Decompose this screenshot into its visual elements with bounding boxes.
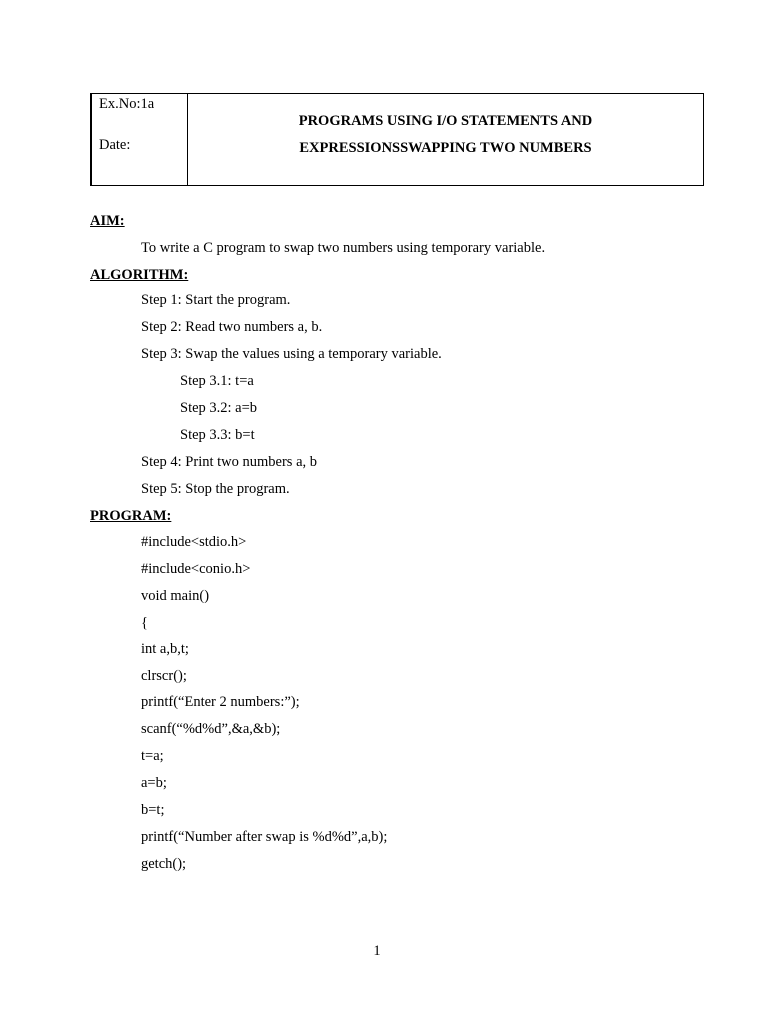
algorithm-step: Step 5: Stop the program.: [141, 481, 290, 497]
code-line: getch();: [141, 856, 187, 872]
aim-heading: AIM:: [90, 213, 125, 229]
algorithm-step: Step 1: Start the program.: [141, 292, 291, 308]
algorithm-step: Step 2: Read two numbers a, b.: [141, 319, 323, 335]
code-line: int a,b,t;: [141, 641, 189, 657]
code-line: a=b;: [141, 775, 167, 791]
code-line: void main(): [141, 588, 210, 604]
algorithm-substep: Step 3.3: b=t: [180, 427, 255, 443]
code-line: b=t;: [141, 802, 165, 818]
code-line: printf(“Enter 2 numbers:”);: [141, 694, 300, 710]
code-line: scanf(“%d%d”,&a,&b);: [141, 721, 281, 737]
code-line: printf(“Number after swap is %d%d”,a,b);: [141, 829, 388, 845]
date-label: Date:: [99, 137, 131, 153]
code-line: clrscr();: [141, 668, 187, 684]
title-line-1: PROGRAMS USING I/O STATEMENTS AND: [298, 113, 593, 129]
header-meta-cell: [92, 94, 188, 185]
algorithm-step: Step 3: Swap the values using a temporary variable.: [141, 346, 442, 362]
header-table: [90, 93, 704, 186]
algorithm-substep: Step 3.1: t=a: [180, 373, 254, 389]
exercise-number: Ex.No:1a: [99, 96, 155, 112]
code-line: #include<conio.h>: [141, 561, 251, 577]
algorithm-heading: ALGORITHM:: [90, 267, 189, 283]
page-number: 1: [373, 943, 381, 959]
header-title-cell: [188, 94, 703, 185]
code-line: t=a;: [141, 748, 164, 764]
code-line: #include<stdio.h>: [141, 534, 247, 550]
title-line-2: EXPRESSIONSSWAPPING TWO NUMBERS: [299, 140, 592, 156]
code-line: {: [141, 615, 148, 631]
program-heading: PROGRAM:: [90, 508, 172, 524]
algorithm-step: Step 4: Print two numbers a, b: [141, 454, 318, 470]
aim-text: To write a C program to swap two numbers using temporary variable.: [141, 240, 546, 256]
algorithm-substep: Step 3.2: a=b: [180, 400, 258, 416]
